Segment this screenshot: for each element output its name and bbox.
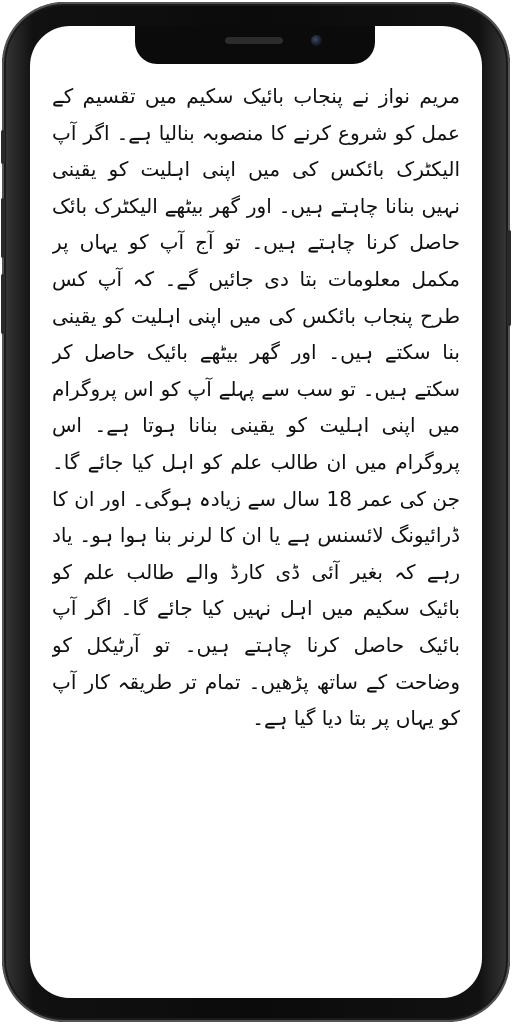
phone-screen <box>30 26 482 998</box>
power-button <box>507 230 511 326</box>
speaker-grille <box>225 37 283 44</box>
volume-up-button <box>1 198 5 258</box>
article-text: مریم نواز نے پنجاب بائیک سکیم میں تقسیم کے عمل کو شروع کرنے کا منصوبہ بنالیا ہے۔ اگر آپ الیکٹرک بائکس کی میں اپنی اہلیت کو یقینی نہیں بنانا چاہتے ہیں۔ اور گھر بیٹھے الیکٹرک بائک حاصل کرنا چاہتے ہیں۔ تو آج آپ کو یہاں پر مکمل معلومات بتا دی جائیں گے۔ کہ آپ کس طرح پنجاب بائکس کی میں اپنی اہلیت کو یقینی بنا سکتے ہیں۔ اور گھر بیٹھے بائیک حاصل کر سکتے ہیں۔ تو سب سے پہلے آپ کو اس پروگرام میں اپنی اہلیت کو یقینی بنانا ہوتا ہے۔ اس پروگرام میں ان طالب علم کو اہل کیا جائے گا۔ جن کی عمر 18 سال سے زیادہ ہوگی۔ اور ان کا ڈرائیونگ لائسنس ہے یا ان کا لرنر بنا ہوا ہو۔ یاد رہے کہ بغیر آئی ڈی کارڈ والے طالب علم کو بائیک سکیم میں اہل نہیں کیا جائے گا۔ اگر آپ بائیک حاصل کرنا چاہتے ہیں۔ تو آرٹیکل کو وضاحت کے ساتھ پڑھیں۔ تمام تر طریقہ کار آپ کو یہاں پر بتا دیا گیا ہے۔ <box>52 84 460 731</box>
silent-switch <box>1 130 5 164</box>
notch <box>135 26 375 64</box>
front-camera-icon <box>311 35 322 46</box>
volume-down-button <box>1 274 5 334</box>
phone-frame <box>2 2 510 1022</box>
